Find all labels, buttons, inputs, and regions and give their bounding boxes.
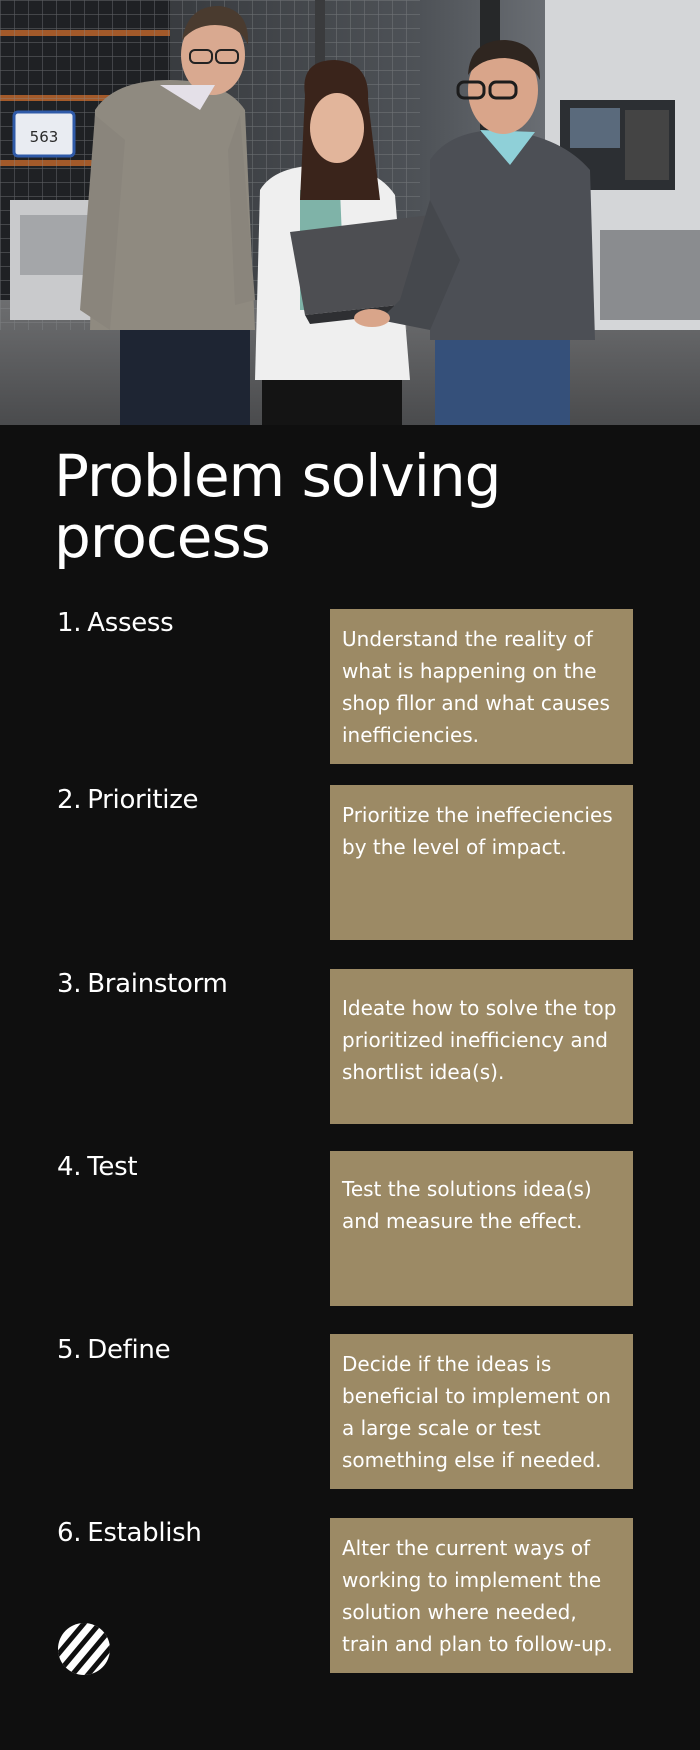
step-2-description-box	[330, 785, 633, 940]
step-2-description: Prioritize the ineffeciencies by the level of impact.	[342, 803, 613, 859]
sign-number: 563	[29, 128, 59, 146]
step-3-title: Brainstorm	[87, 969, 228, 999]
step-6-label	[57, 1517, 202, 1549]
title-line-2: process	[54, 503, 270, 571]
step-4-description-box	[330, 1151, 633, 1306]
step-2-number: 2.	[57, 785, 82, 815]
sign-563	[14, 112, 74, 156]
step-6-description: Alter the current ways of working to implement the solution where needed, train and plan to follow-up.	[342, 1536, 613, 1656]
hero-photo	[0, 0, 700, 425]
title-line-1: Problem solving	[54, 442, 501, 510]
step-5-description-box	[330, 1334, 633, 1489]
step-5-label	[57, 1334, 170, 1366]
step-4-title: Test	[87, 1152, 138, 1182]
step-2-label	[57, 784, 198, 816]
step-1-title: Assess	[87, 608, 174, 638]
step-1-label	[57, 607, 173, 639]
step-1-number: 1.	[57, 608, 82, 638]
step-4-label	[57, 1151, 137, 1183]
step-6-description-box	[330, 1518, 633, 1673]
step-1-description-box	[330, 609, 633, 764]
step-4-number: 4.	[57, 1152, 82, 1182]
step-4-description: Test the solutions idea(s) and measure the effect.	[342, 1177, 592, 1233]
step-6-number: 6.	[57, 1518, 82, 1548]
page-title	[54, 442, 654, 571]
step-5-title: Define	[87, 1335, 171, 1365]
step-3-description: Ideate how to solve the top prioritized inefficiency and shortlist idea(s).	[342, 996, 617, 1084]
step-5-number: 5.	[57, 1335, 82, 1365]
step-5-description: Decide if the ideas is beneficial to implement on a large scale or test something else if needed.	[342, 1352, 611, 1472]
step-6-title: Establish	[87, 1518, 202, 1548]
step-3-label	[57, 968, 228, 1000]
striped-circle-logo-icon	[57, 1622, 111, 1676]
step-3-number: 3.	[57, 969, 82, 999]
step-1-description: Understand the reality of what is happening on the shop fllor and what causes inefficiencies.	[342, 627, 610, 747]
step-3-description-box	[330, 969, 633, 1124]
step-2-title: Prioritize	[87, 785, 199, 815]
